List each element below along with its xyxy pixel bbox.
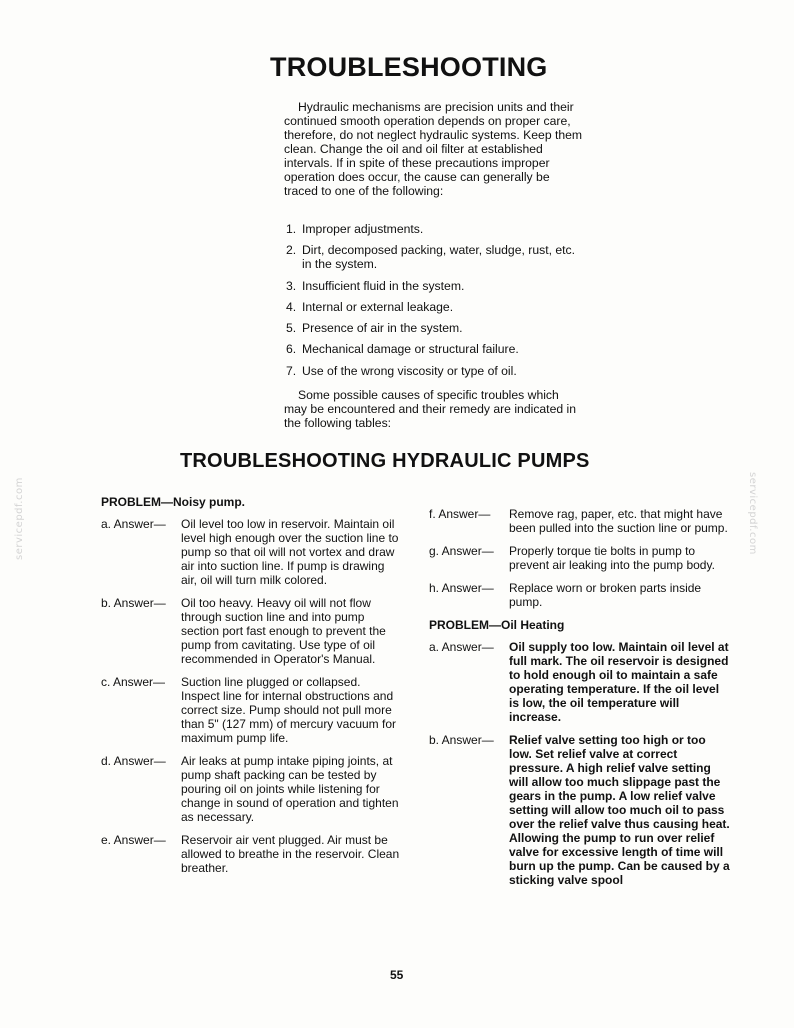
answer-g — [429, 544, 731, 572]
list-item — [284, 321, 584, 335]
outro-paragraph: Some possible causes of specific troubles which may be encountered and their remedy are indicated in the following tables: — [284, 388, 577, 430]
list-item-number: 5. — [286, 321, 297, 336]
page-number: 55 — [390, 968, 404, 982]
answer-label: a. Answer— — [101, 517, 166, 531]
list-item — [284, 300, 584, 314]
list-item — [284, 279, 584, 293]
list-item — [284, 222, 584, 236]
problem-heading-noisy-pump: PROBLEM—Noisy pump. — [101, 495, 246, 509]
answer-label: b. Answer— — [429, 733, 494, 747]
list-item — [284, 342, 584, 356]
page-title: TROUBLESHOOTING — [270, 52, 548, 82]
answer-label: d. Answer— — [101, 754, 166, 768]
answer-text: Replace worn or broken parts inside pump. — [509, 581, 702, 609]
problem-heading-oil-heating: PROBLEM—Oil Heating — [429, 618, 565, 632]
answer-text: Reservoir air vent plugged. Air must be allowed to breathe in the reservoir. Clean breather. — [181, 833, 400, 875]
answer-label: f. Answer— — [429, 507, 491, 521]
list-item-number: 1. — [286, 222, 297, 236]
list-item-text: Internal or external leakage. — [302, 299, 454, 314]
list-item-text: Dirt, decomposed packing, water, sludge, rust, etc. in the system. — [302, 243, 575, 272]
list-item-text: Use of the wrong viscosity or type of oil. — [302, 363, 517, 378]
causes-list — [284, 222, 584, 385]
answer-label: h. Answer— — [429, 581, 494, 595]
answer-text: Remove rag, paper, etc. that might have been pulled into the suction line or pump. — [509, 507, 728, 535]
section-title: TROUBLESHOOTING HYDRAULIC PUMPS — [180, 450, 590, 472]
answer-text: Relief valve setting too high or too low. Set relief valve at correct pressure. A high relief valve setting will allow too much slippage past the gears in the pump. A low relief valve setting will allow too much oil to pass over the relief valve thus causing heat. Allowing the pump to run over relief valve for excessive length of time will burn up the pump. Can be caused by a sticking valve spool — [509, 733, 730, 887]
list-item-number: 3. — [286, 278, 297, 293]
answer-label: a. Answer— — [429, 640, 494, 654]
answer-text: Air leaks at pump intake piping joints, at pump shaft packing can be tested by pouring oil on joints while listening for change in sound of operation and tighten as necessary. — [181, 754, 399, 824]
watermark-right: servicepdf.com — [747, 472, 758, 555]
answer-text: Properly torque tie bolts in pump to prevent air leaking into the pump body. — [509, 544, 715, 572]
list-item — [284, 364, 584, 378]
answer-e — [101, 833, 401, 875]
list-item — [284, 243, 584, 271]
list-item-number: 6. — [286, 342, 297, 357]
list-item-text: Mechanical damage or structural failure. — [302, 342, 519, 357]
answer-text: Oil level too low in reservoir. Maintain oil level high enough over the suction line to pump so that oil will not vortex and draw air into suction line. If pump is drawing air, oil will turn milk colored. — [181, 517, 399, 587]
answer-oil-a — [429, 640, 731, 724]
answer-b — [101, 596, 401, 666]
intro-paragraph: Hydraulic mechanisms are precision units and their continued smooth operation depends on proper care, therefore, do not neglect hydraulic systems. Keep them clean. Change the oil and oil filter at established intervals. If in spite of these precautions improper operation does occur, the cause can generally be traced to one of the following: — [284, 100, 583, 198]
watermark-left: servicepdf.com — [14, 477, 25, 560]
left-column — [101, 495, 401, 884]
answer-label: g. Answer— — [429, 544, 494, 558]
answer-a — [101, 517, 401, 587]
list-item-number: 7. — [286, 363, 297, 378]
answer-label: e. Answer— — [101, 833, 166, 847]
list-item-number: 4. — [286, 299, 297, 314]
answer-oil-b — [429, 733, 731, 887]
list-item-number: 2. — [286, 243, 297, 258]
list-item-text: Presence of air in the system. — [302, 321, 463, 336]
answer-text: Suction line plugged or collapsed. Inspect line for internal obstructions and correct size. Pump should not pull more than 5" (127 mm) of mercury vacuum for maximum pump life. — [181, 675, 396, 745]
list-item-text: Insufficient fluid in the system. — [302, 278, 465, 293]
answer-d — [101, 754, 401, 824]
answer-label: b. Answer— — [101, 596, 166, 610]
right-column — [429, 507, 731, 896]
list-item-text: Improper adjustments. — [302, 222, 424, 236]
answer-label: c. Answer— — [101, 675, 166, 689]
answer-h — [429, 581, 731, 609]
answer-text: Oil supply too low. Maintain oil level at full mark. The oil reservoir is designed to hold enough oil to maintain a safe operating temperature. If the oil level is low, the oil temperature will increase. — [509, 640, 729, 724]
answer-text: Oil too heavy. Heavy oil will not flow through suction line and into pump section port fast enough to prevent the pump from cavitating. Use type of oil recommended in Operator's Manual. — [181, 596, 386, 666]
answer-c — [101, 675, 401, 745]
answer-f — [429, 507, 731, 535]
